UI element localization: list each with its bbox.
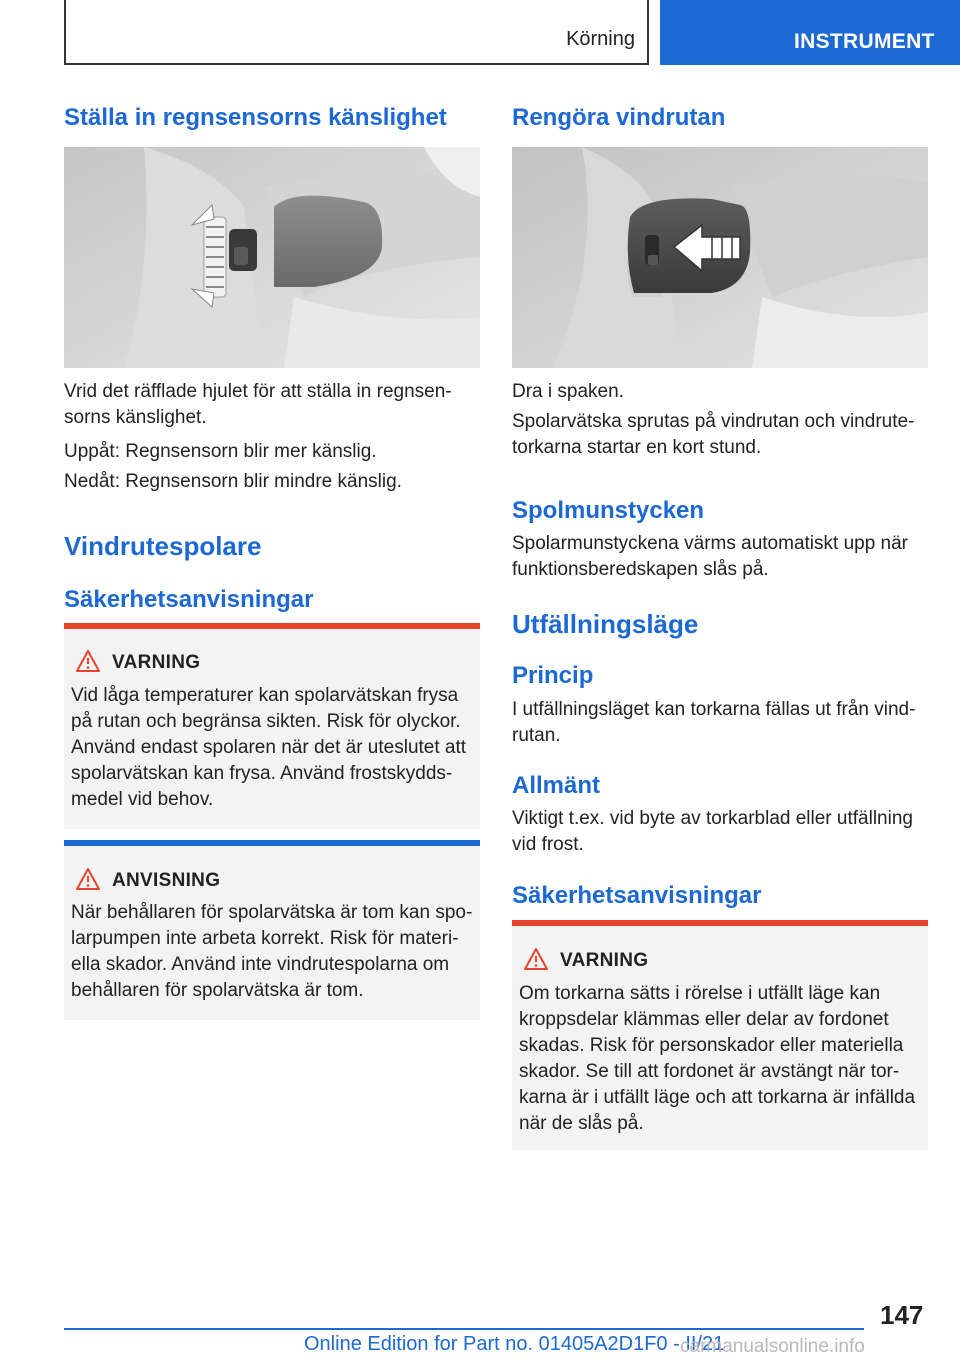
heading-windshield-washer: Vindrutespolare bbox=[64, 531, 262, 561]
paragraph-washer-sprays: Spolarvätska sprutas på vindrutan och vindrute-torkarna startar en kort stund. bbox=[512, 411, 915, 458]
warning-title: VARNING bbox=[560, 950, 649, 971]
heading-fold-out-position: Utfällningsläge bbox=[512, 609, 699, 639]
paragraph-down-less-sensitive: Nedåt: Regnsensorn blir mindre känslig. bbox=[64, 471, 402, 492]
rain-sensor-photo bbox=[64, 147, 480, 368]
footer-divider bbox=[64, 1328, 864, 1330]
notice-bar bbox=[64, 840, 480, 846]
heading-washer-nozzles: Spolmunstycken bbox=[512, 497, 705, 524]
warning-text: Vid låga temperaturer kan spolarvätskan frysa på rutan och begränsa sikten. Risk för olyckor. Använd endast spolaren när det är uteslutet att spolarvätskan kan frysa. Använd frostskydds-medel vid behov. bbox=[71, 685, 467, 810]
paragraph-general: Viktigt t.ex. vid byte av torkarblad eller utfällning vid frost. bbox=[512, 808, 913, 855]
wiper-lever-illustration bbox=[512, 147, 928, 368]
header-section-label: Körning bbox=[566, 28, 635, 50]
header-section-box bbox=[64, 0, 649, 65]
page-number: 147 bbox=[880, 1300, 924, 1330]
paragraph-up-more-sensitive: Uppåt: Regnsensorn blir mer känslig. bbox=[64, 441, 377, 462]
warning-triangle-icon bbox=[76, 868, 100, 890]
warning-text: Om torkarna sätts i rörelse i utfällt läge kan kroppsdelar klämmas eller delar av fordonet skadas. Risk för personskador eller materiella skador. Se till att fordonet är avstängt när tor-karna är i utfällt läge och att torkarna är infällda när de slås på. bbox=[519, 983, 916, 1134]
paragraph-principle: I utfällningsläget kan torkarna fällas ut från vind-rutan. bbox=[512, 699, 916, 746]
warning-title: VARNING bbox=[112, 652, 201, 673]
header-chapter-label: INSTRUMENT bbox=[794, 30, 935, 53]
heading-principle: Princip bbox=[512, 662, 594, 689]
wiper-lever-photo bbox=[512, 147, 928, 368]
paragraph-pull-lever: Dra i spaken. bbox=[512, 381, 624, 402]
paragraph-nozzles-heated: Spolarmunstyckena värms automatiskt upp när funktionsberedskapen slås på. bbox=[512, 533, 909, 580]
warning-triangle-icon bbox=[76, 650, 100, 672]
heading-clean-windshield: Rengöra vindrutan bbox=[512, 104, 726, 131]
paragraph-rotate-wheel: Vrid det räfflade hjulet för att ställa in regnsen-sorns känslighet. bbox=[64, 381, 452, 428]
heading-general: Allmänt bbox=[512, 772, 601, 799]
warning-bar bbox=[64, 623, 480, 629]
heading-safety-instructions-left: Säkerhetsanvisningar bbox=[64, 586, 314, 613]
warning-box-freeze bbox=[64, 623, 480, 829]
heading-safety-instructions-right: Säkerhetsanvisningar bbox=[512, 882, 762, 909]
header-chapter-tab[interactable] bbox=[660, 0, 960, 65]
notice-box-empty-reservoir bbox=[64, 840, 480, 1020]
footer-edition: Online Edition for Part no. 01405A2D1F0 - II/21 bbox=[304, 1333, 725, 1355]
rain-sensor-illustration bbox=[64, 147, 480, 368]
notice-title: ANVISNING bbox=[112, 870, 221, 891]
footer-watermark[interactable]: carmanualsonline.info bbox=[680, 1336, 865, 1357]
notice-text: När behållaren för spolarvätska är tom kan spo-larpumpen inte arbeta korrekt. Risk för materi-ella skador. Använd inte vindrutespolarna om behållaren för spolarvätska är tom. bbox=[71, 902, 473, 1001]
warning-triangle-icon bbox=[524, 948, 548, 970]
heading-rain-sensor-sensitivity: Ställa in regnsensorns känslighet bbox=[64, 104, 447, 131]
warning-box-fold-out bbox=[512, 920, 928, 1150]
warning-bar bbox=[512, 920, 928, 926]
